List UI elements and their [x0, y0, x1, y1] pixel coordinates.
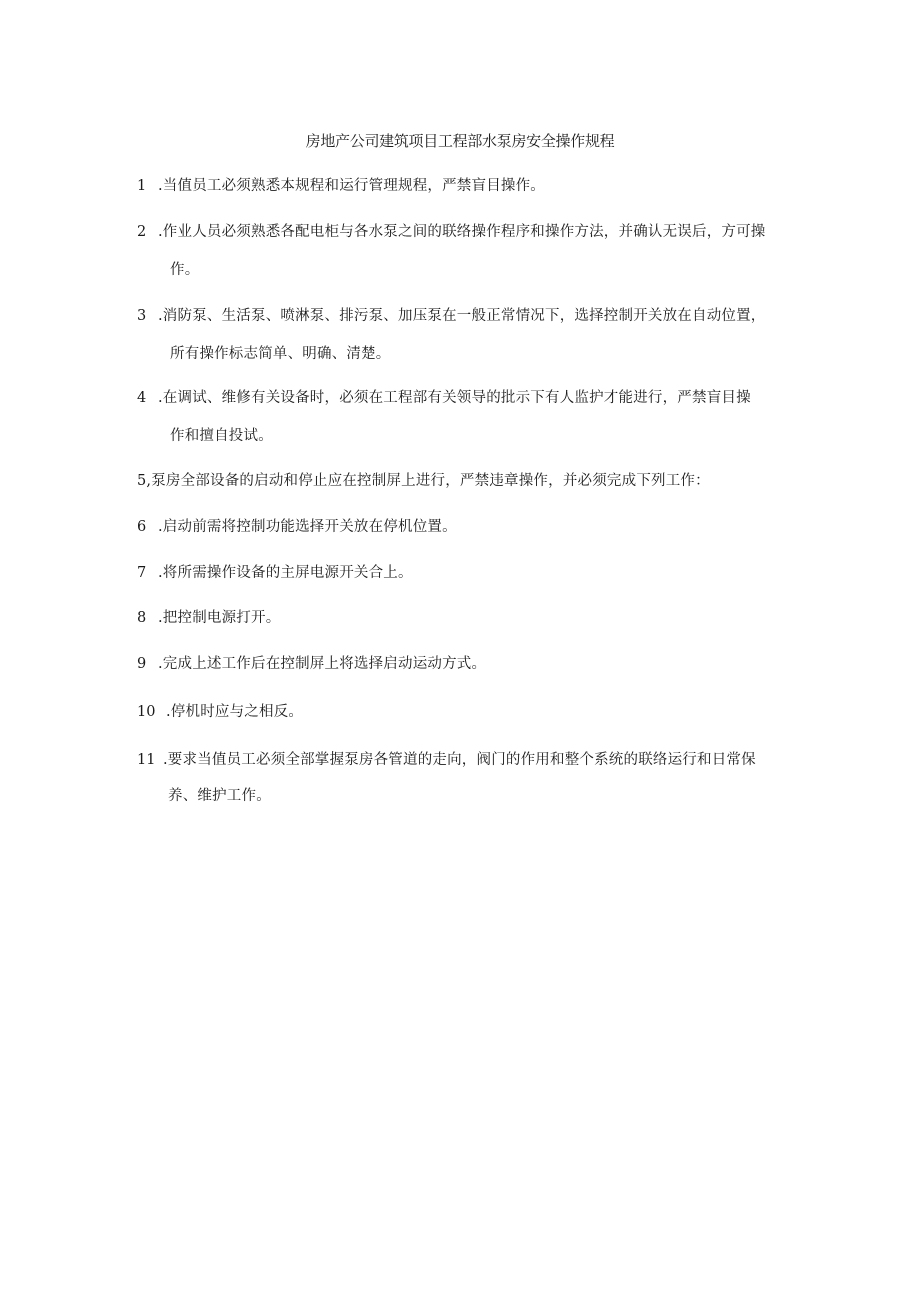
item-text: .将所需操作设备的主屏电源开关合上。 [158, 565, 413, 581]
item-number: 6 [137, 519, 147, 535]
item-number: 4 [137, 390, 147, 406]
item-number: 2 [137, 224, 147, 240]
item-text-continued: 所有操作标志简单、明确、清楚。 [170, 346, 391, 362]
document-title: 房地产公司建筑项目工程部水泵房安全操作规程 [305, 132, 615, 150]
item-number: 11 [137, 752, 156, 768]
item-text: .把控制电源打开。 [158, 610, 281, 626]
item-number: 8 [137, 610, 147, 626]
item-text-continued: 作和擅自投试。 [170, 428, 273, 444]
item-text: .完成上述工作后在控制屏上将选择启动运动方式。 [158, 656, 487, 672]
item-text: .作业人员必须熟悉各配电柜与各水泵之间的联络操作程序和操作方法，并确认无误后，方可操 [158, 224, 766, 240]
item-text-continued: 作。 [170, 262, 200, 278]
item-number: 3 [137, 308, 147, 324]
item-text: .要求当值员工必须全部掌握泵房各管道的走向，阀门的作用和整个系统的联络运行和日常保 [163, 752, 756, 768]
item-number: 1 [137, 178, 147, 194]
item-number: 7 [137, 565, 147, 581]
item-number: 9 [137, 656, 147, 672]
item-text: .消防泵、生活泵、喷淋泵、排污泵、加压泵在一般正常情况下，选择控制开关放在自动位置， [158, 308, 766, 324]
item-text-continued: 养、维护工作。 [168, 788, 271, 804]
item-text: .停机时应与之相反。 [166, 704, 304, 720]
item-text: .启动前需将控制功能选择开关放在停机位置。 [158, 519, 457, 535]
item-text: .在调试、维修有关设备时，必须在工程部有关领导的批示下有人监护才能进行，严禁盲目操 [158, 390, 751, 406]
item-text: .当值员工必须熟悉本规程和运行管理规程，严禁盲目操作。 [158, 178, 546, 194]
item-number: 10 [137, 704, 156, 720]
item-text: 5,泵房全部设备的启动和停止应在控制屏上进行，严禁违章操作，并必须完成下列工作： [137, 473, 710, 489]
